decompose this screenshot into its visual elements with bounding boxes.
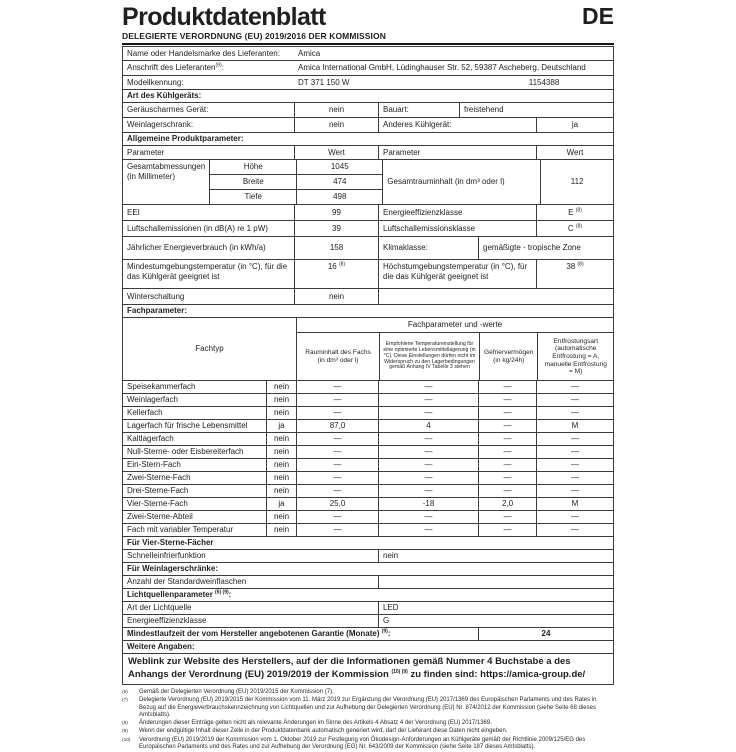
compartment-freeze: — (478, 524, 536, 536)
compartment-freeze: 2,0 (478, 498, 536, 510)
compartment-volume: — (296, 511, 378, 523)
section-row (122, 304, 614, 318)
section-row (122, 89, 614, 103)
compartment-present: ja (266, 498, 296, 510)
model-label: Modellkennung: (127, 77, 184, 87)
compartment-volume: — (296, 433, 378, 445)
footnote-text: Delegierte Verordnung (EU) 2019/2015 der Kommission vom 11. März 2019 zur Ergänzung der Verordnung (EU) 2017/1369 des Europäischen Parlaments und des Rates in Bezug auf die Energieverbrauchskennzeichnung von Lichtquellen und zur Aufhebung der Delegierten Verordnung (EU) Nr. 874/2012 der Kommission (siehe Seite 68 dieses Amtsblatts). (139, 697, 597, 718)
compartment-header-row (122, 317, 614, 381)
compartment-defrost: — (536, 524, 613, 536)
compartment-defrost: — (536, 485, 613, 497)
compartment-defrost: — (536, 381, 613, 393)
compartment-row (122, 445, 614, 459)
compartment-freeze: — (478, 381, 536, 393)
compartment-freeze: — (478, 485, 536, 497)
light-type-label: Art der Lichtquelle (127, 603, 192, 613)
compartment-name: Lagerfach für frische Lebensmittel (127, 421, 248, 431)
compartment-row (122, 380, 614, 394)
footnote-marker: (8) (122, 721, 128, 727)
fast-freeze-label: Schnelleinfrierfunktion (127, 551, 206, 561)
compartment-defrost: — (536, 433, 613, 445)
light-class-label: Energieeffizienzklasse (127, 616, 207, 626)
supplier-address-value: Amica International GmbH, Lüdinghauser Str. 52, 59387 Ascheberg, Deutschland (298, 63, 586, 73)
compartment-temp: — (378, 407, 478, 419)
section-row (122, 640, 614, 654)
max-temp-label: Höchstumgebungstemperatur (in °C), für die das Kühlgerät geeignet ist (378, 260, 536, 288)
compartment-freeze: — (478, 407, 536, 419)
footnote-marker: (6) (122, 689, 128, 695)
light-type-value: LED (378, 602, 613, 614)
design-value: freistehend (459, 103, 613, 117)
fast-freeze-value: nein (378, 550, 613, 562)
compartment-row (122, 471, 614, 485)
bottles-value (378, 576, 613, 588)
value-header: Wert (536, 146, 613, 159)
warranty-row (122, 627, 614, 641)
compartment-freeze: — (478, 394, 536, 406)
compartment-present: nein (266, 381, 296, 393)
compartment-column-headers (297, 333, 613, 380)
compartment-freeze: — (478, 511, 536, 523)
width-label: Breite (242, 177, 264, 187)
model-number: 1154388 (528, 77, 560, 87)
table-row (122, 60, 614, 76)
table-header-row (122, 145, 614, 160)
compartment-freeze: — (478, 459, 536, 471)
dimensions-label: Gesamtabmessungen (in Millimeter) (127, 162, 206, 182)
section-more-info: Weitere Angaben: (127, 642, 195, 652)
footnote-ref: (9) (215, 62, 222, 69)
eei-label: EEI (127, 207, 140, 217)
table-row (122, 614, 614, 628)
compartment-present: nein (266, 485, 296, 497)
eei-value: 99 (294, 205, 378, 220)
compartment-row (122, 406, 614, 420)
compartment-temp: — (378, 433, 478, 445)
footnote-marker: (9) (122, 729, 128, 735)
freezing-capacity-column-header: Gefriervermögen (in kg/24h) (479, 333, 537, 380)
compartment-name: Weinlagerfach (127, 395, 178, 405)
param-header: Parameter (378, 146, 536, 159)
compartment-row (122, 419, 614, 433)
height-label: Höhe (243, 162, 263, 172)
annual-energy-label: Jährlicher Energieverbrauch (in kWh/a) (127, 243, 266, 253)
section-wine-storage: Für Weinlagerschränke: (127, 564, 218, 574)
compartment-name: Zwei-Sterne-Fach (127, 473, 191, 483)
total-volume-label: Gesamtrauminhalt (in dm³ oder l) (382, 160, 540, 204)
supplier-address-label: Anschrift des Lieferanten$^{(9)}$: (127, 62, 224, 73)
compartment-defrost: — (536, 472, 613, 484)
compartment-group-header: Fachparameter und -werte (297, 318, 613, 333)
compartment-present: nein (266, 511, 296, 523)
dimensions-subtable (209, 160, 382, 204)
compartment-volume: — (296, 485, 378, 497)
compartment-volume: — (296, 407, 378, 419)
footnote-ref: (8) (577, 261, 584, 268)
winter-setting-label: Winterschaltung (127, 291, 185, 301)
compartment-name: Speisekammerfach (127, 382, 196, 392)
compartment-temp: 4 (378, 420, 478, 432)
noise-class-value: C $^{(8)}$ (536, 221, 613, 236)
footnote (122, 737, 614, 752)
compartment-present: ja (266, 420, 296, 432)
table-row (122, 204, 614, 221)
compartment-row (122, 393, 614, 407)
compartment-temp: — (378, 459, 478, 471)
table-row (122, 46, 614, 61)
compartment-volume: — (296, 524, 378, 536)
section-four-star: Für Vier-Sterne-Fächer (127, 538, 214, 548)
weblink-text: Weblink zur Website des Herstellers, auf der die Informationen gemäß Nummer 4 Buchstabe a des Anhangs der Verordnung (EU) 2019/2019 der Kommission $^{(10) (9)}$ zu finden sind: https://amica-group.de/ (128, 656, 586, 681)
footnote-text: Wenn der endgültige Inhalt dieser Zelle in der Produktdatenbank automatisch generiert wird, darf der Lieferant diese Daten nicht eingeben. (139, 728, 508, 735)
warranty-label: Mindestlaufzeit der vom Hersteller angebotenen Garantie (Monate) $^{(9)}$: (127, 628, 391, 639)
compartment-volume: — (296, 381, 378, 393)
compartment-name: Kaltlagerfach (127, 434, 174, 444)
min-temp-label: Mindestumgebungstemperatur (in °C), für die das Kühlgerät geeignet ist (127, 262, 288, 282)
value-header: Wert (294, 146, 378, 159)
noise-class-label: Luftschallemissionsklasse (378, 221, 536, 236)
depth-value: 498 (296, 190, 382, 204)
datasheet-document (122, 4, 614, 752)
compartment-freeze: — (478, 433, 536, 445)
compartment-defrost: — (536, 459, 613, 471)
compartment-volume: — (296, 472, 378, 484)
compartment-name: Kellerfach (127, 408, 163, 418)
footnote-text: Änderungen dieser Einträge gelten nicht als relevante Änderungen im Sinne des Artikels 4 Absatz 4 der Verordnung (EU) 2017/1369. (139, 720, 492, 727)
table-row (122, 549, 614, 563)
compartment-volume: — (296, 394, 378, 406)
compartment-present: nein (266, 433, 296, 445)
compartment-defrost: — (536, 394, 613, 406)
footnote (122, 697, 614, 719)
footnotes (122, 689, 614, 752)
noise-value: 39 (294, 221, 378, 236)
compartment-row (122, 510, 614, 524)
compartment-row (122, 432, 614, 446)
compartment-name: Null-Sterne- oder Eisbereiterfach (127, 447, 244, 457)
footnote-ref: (8) (339, 261, 346, 268)
compartment-defrost: — (536, 511, 613, 523)
compartment-temp: — (378, 394, 478, 406)
table-row (122, 601, 614, 615)
height-value: 1045 (296, 160, 382, 174)
compartment-name: Zwei-Sterne-Abteil (127, 512, 193, 522)
footnote-ref: (9) (381, 628, 388, 635)
compartment-values-header (296, 318, 613, 380)
compartment-present: nein (266, 472, 296, 484)
table-row (210, 174, 382, 189)
compartment-defrost: — (536, 446, 613, 458)
compartment-defrost: — (536, 407, 613, 419)
footnote (122, 720, 614, 727)
section-row (122, 562, 614, 576)
compartment-defrost: M (536, 498, 613, 510)
table-row (210, 160, 382, 174)
spacer (604, 76, 613, 89)
compartment-row (122, 523, 614, 537)
footnote-marker: (7) (122, 698, 128, 704)
model-value: DT 371 150 W (298, 77, 350, 87)
compartment-temp: -18 (378, 498, 478, 510)
other-appliance-label: Anderes Kühlgerät: (378, 118, 536, 132)
compartment-rows (122, 380, 614, 537)
compartment-defrost: M (536, 420, 613, 432)
table-row (210, 189, 382, 204)
max-temp-value: 38 $^{(8)}$ (536, 260, 613, 288)
table-row (122, 236, 614, 260)
compartment-present: nein (266, 394, 296, 406)
footnote-ref: (10) (9) (391, 668, 408, 675)
language-code: DE (582, 3, 614, 29)
section-type-of-appliance: Art des Kühlgeräts: (127, 91, 202, 101)
compartment-temp: — (378, 485, 478, 497)
table-row (122, 220, 614, 237)
footnote-text: Verordnung (EU) 2019/2019 der Kommission vom 1. Oktober 2019 zur Festlegung von Ökodesign-Anforderungen an Kühlgeräte gemäß der Richtlinie 2009/125/EG des Europäischen Parlaments und des Rates und zur Aufhebung der Verordnung (EG) Nr. 643/2009 der Kommission (siehe Seite 187 dieses Amtsblatts). (139, 736, 586, 751)
climate-class-label: Klimaklasse: (378, 237, 478, 259)
quiet-appliance-value: nein (294, 103, 378, 117)
supplier-name-value: Amica (298, 48, 321, 58)
warranty-value: 24 (478, 628, 613, 640)
design-label: Bauart: (378, 103, 459, 117)
supplier-name-label: Name oder Handelsmarke des Lieferanten: (127, 48, 280, 58)
compartment-temp: — (378, 524, 478, 536)
energy-class-value: E $^{(8)}$ (536, 205, 613, 220)
param-header: Parameter (127, 147, 165, 157)
compartment-present: nein (266, 446, 296, 458)
volume-column-header: Rauminhalt des Fachs (in dm³ oder l) (305, 349, 371, 364)
min-temp-value: 16 $^{(8)}$ (294, 260, 378, 288)
table-row (122, 75, 614, 90)
footnote (122, 689, 614, 696)
table-row (122, 575, 614, 589)
empty-cell (378, 289, 613, 304)
title-bar (122, 4, 614, 30)
wine-cabinet-label: Weinlagerschrank: (127, 120, 194, 130)
table-row (122, 117, 614, 133)
compartment-present: nein (266, 524, 296, 536)
footnote-ref: (8) (575, 223, 583, 230)
compartment-freeze: — (478, 472, 536, 484)
compartment-temp: — (378, 472, 478, 484)
datasheet-table (122, 46, 614, 685)
energy-class-label: Energieeffizienzklasse (378, 205, 536, 220)
wine-cabinet-value: nein (294, 118, 378, 132)
total-volume-value: 112 (540, 160, 613, 204)
annual-energy-value: 158 (294, 237, 378, 259)
section-row (122, 536, 614, 550)
section-general-parameters: Allgemeine Produktparameter: (127, 134, 244, 144)
compartment-temp: — (378, 446, 478, 458)
section-compartment-parameters: Fachparameter: (127, 306, 188, 316)
footnote-ref: (6) (9) (215, 589, 229, 596)
page-title: Produktdatenblatt (122, 3, 326, 31)
compartment-present: nein (266, 459, 296, 471)
compartment-row (122, 458, 614, 472)
compartment-row (122, 484, 614, 498)
climate-class-value: gemäßigte - tropische Zone (478, 237, 613, 259)
compartment-freeze: — (478, 420, 536, 432)
compartment-present: nein (266, 407, 296, 419)
compartment-volume: — (296, 459, 378, 471)
bottles-label: Anzahl der Standardweinflaschen (127, 577, 247, 587)
regulation-subtitle: DELEGIERTE VERORDNUNG (EU) 2019/2016 DER KOMMISSION (122, 31, 614, 45)
footnote-marker: (10) (122, 737, 131, 743)
compartment-temp: — (378, 511, 478, 523)
compartment-volume: 87,0 (296, 420, 378, 432)
temp-setting-column-header: Empfohlene Temperatureinstellung für eine optimierte Lebensmittellagerung (in °C). Diese Einstellungen dürfen nicht im Widerspruch zu den Lagerbedingungen gemäß Anhang IV Tabelle 3 stehen (379, 333, 479, 380)
width-value: 474 (296, 175, 382, 189)
footnote-ref: (8) (575, 207, 582, 214)
winter-setting-value: nein (294, 289, 378, 304)
quiet-appliance-label: Geräuscharmes Gerät: (127, 105, 209, 115)
depth-label: Tiefe (244, 192, 263, 202)
compartment-volume: 25,0 (296, 498, 378, 510)
dimensions-row (122, 159, 614, 205)
light-class-value: G (378, 615, 613, 627)
compartment-type-header: Fachtyp (195, 344, 224, 354)
noise-label: Luftschallemissionen (in dB(A) re 1 pW) (127, 223, 268, 233)
table-row (122, 102, 614, 118)
section-row (122, 588, 614, 602)
compartment-temp: — (378, 381, 478, 393)
compartment-row (122, 497, 614, 511)
section-row (122, 132, 614, 146)
footnote (122, 728, 614, 735)
compartment-name: Ein-Stern-Fach (127, 460, 181, 470)
compartment-name: Vier-Sterne-Fach (127, 499, 188, 509)
compartment-name: Drei-Sterne-Fach (127, 486, 189, 496)
section-light-source: Lichtquellenparameter $^{(6) (9)}$: (127, 589, 232, 600)
defrost-type-column-header: Entfrostungsart (automatische Entfrostung = A, manuelle Entfrostung = M) (537, 333, 613, 380)
table-row (122, 288, 614, 305)
other-appliance-value: ja (536, 118, 613, 132)
footnote-text: Gemäß der Delegierten Verordnung (EU) 2019/2015 der Kommission (7). (139, 688, 334, 695)
compartment-freeze: — (478, 446, 536, 458)
compartment-volume: — (296, 446, 378, 458)
table-row (122, 259, 614, 289)
compartment-name: Fach mit variabler Temperatur (127, 525, 234, 535)
weblink-row (122, 653, 614, 685)
